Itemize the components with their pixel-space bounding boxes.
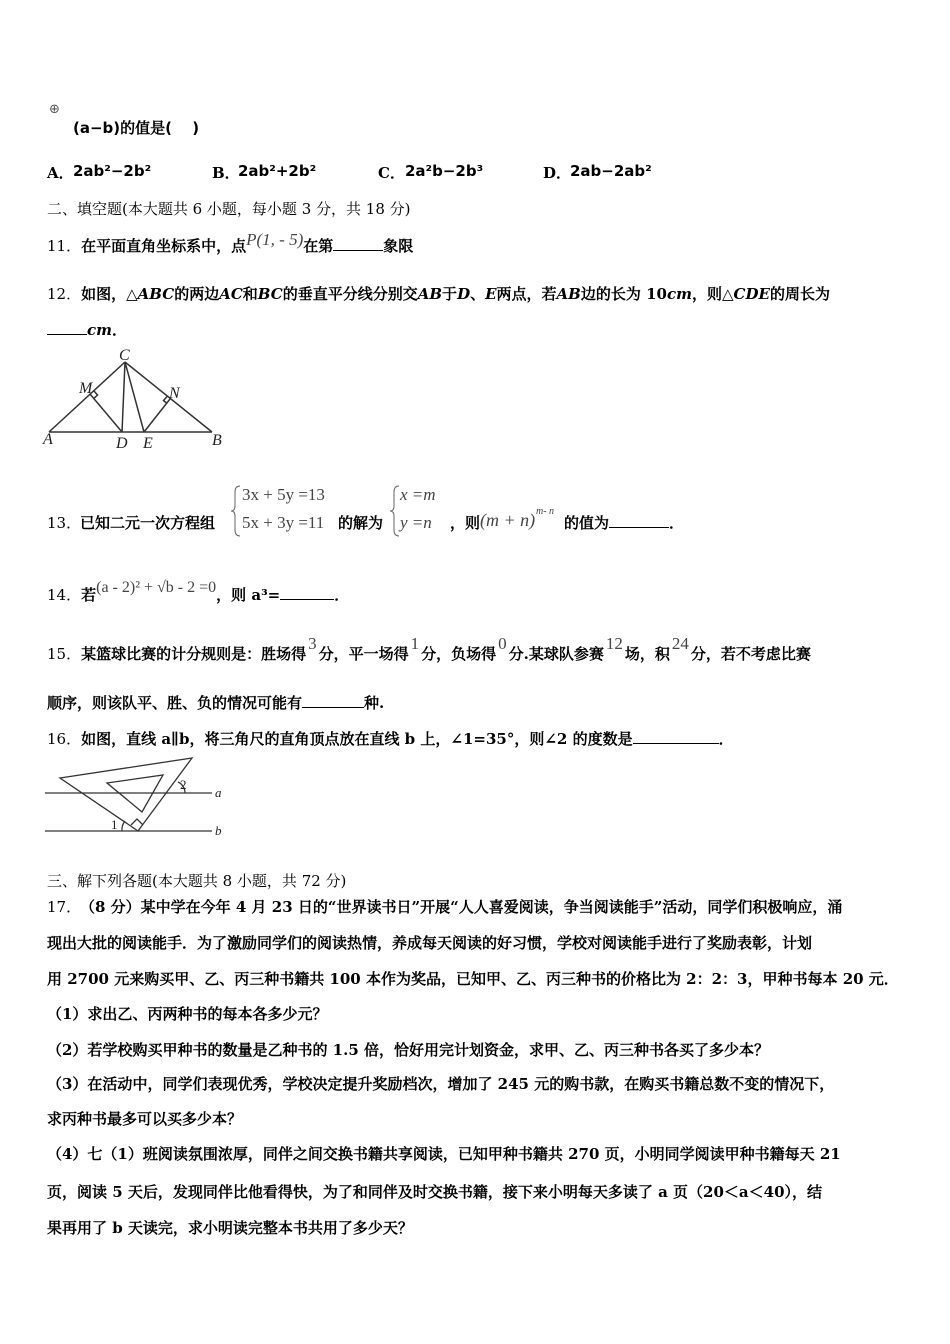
- q13-solution-x: x =m: [400, 485, 436, 504]
- q13-text-4: 的值为: [564, 514, 610, 532]
- q11-text-3: 象限: [383, 237, 414, 255]
- right-angle-mark-m: [94, 391, 98, 399]
- q15-text: 分，负场得: [421, 645, 497, 663]
- label-m: M: [79, 380, 93, 397]
- q12-line-1: [47, 283, 830, 304]
- q10-option-a: 2ab²−2b²: [73, 162, 152, 180]
- q12-bc: BC: [257, 285, 283, 303]
- q16-number: 16．: [47, 730, 82, 748]
- answer-blank[interactable]: [609, 513, 669, 528]
- q15-value-draw: 1: [410, 634, 420, 653]
- q13-equation-2: 5x + 3y =11: [242, 513, 325, 532]
- q15-text: 场，积: [624, 645, 670, 663]
- q15-text: 顺序，则该队平、胜、负的情况可能有: [47, 694, 303, 712]
- triangle-ruler-outer: [60, 758, 192, 831]
- q14-equation: (a - 2)² + √b - 2 =0: [96, 579, 217, 596]
- q12-triangle-figure: [40, 342, 230, 452]
- segment-md: [90, 394, 122, 432]
- q12-e: E: [485, 285, 497, 303]
- q11: [47, 230, 414, 256]
- q14-end: ．: [334, 586, 350, 604]
- q12-d: D: [457, 285, 471, 303]
- q16-parallel-lines-figure: [40, 755, 240, 840]
- q12-ac: AC: [219, 285, 243, 303]
- q15-text: 分，若不考虑比赛: [690, 645, 811, 663]
- q17-line: （8 分）某中学在今年 4 月 23 日的“世界读书日”开展“人人喜爱阅读，争当阅读能手”活动，同学们积极响应，涌: [80, 898, 843, 916]
- label-line-a: a: [215, 785, 222, 800]
- section-2-title: 二、填空题(本大题共 6 小题，每小题 3 分，共 18 分): [47, 200, 411, 218]
- q17-line: 现出大批的阅读能手．为了激励同学们的阅读热情，养成每天阅读的好习惯，学校对阅读能手进行了奖励表彰，计划: [47, 934, 813, 952]
- q12-text: 于: [442, 285, 458, 303]
- label-d: D: [116, 435, 128, 452]
- segment-cd: [122, 362, 125, 432]
- q12-text: 如图，△: [81, 285, 138, 303]
- label-b: B: [212, 432, 222, 449]
- q13-exponent: m- n: [536, 506, 555, 517]
- q15-line-1: [47, 634, 811, 664]
- q15-value-games: 12: [605, 634, 623, 653]
- q10-option-d: 2ab−2ab²: [570, 162, 652, 180]
- q12-ab: AB: [417, 285, 443, 303]
- label-angle-2: 2: [180, 777, 187, 792]
- q12-ab-2: AB: [556, 285, 581, 303]
- q14-text: 若: [81, 586, 97, 604]
- q15-line-2: [47, 692, 384, 713]
- q11-text-2: 在第: [303, 237, 334, 255]
- q17-line: 求丙种书最多可以买多少本？: [47, 1110, 243, 1128]
- q11-number: 11．: [47, 237, 82, 255]
- answer-blank[interactable]: [280, 585, 334, 600]
- q13-tail: [564, 512, 684, 533]
- right-angle-mark-n: [164, 397, 168, 404]
- label-angle-1: 1: [111, 817, 118, 832]
- q11-point: P(1, - 5): [246, 230, 304, 249]
- q17-part-3: （3）在活动中，同学们表现优秀，学校决定提升奖励档次，增加了 245 元的购书款，在购买书籍总数不变的情况下，: [47, 1075, 835, 1093]
- label-a: A: [43, 431, 53, 448]
- q10-option-c-label: C．: [378, 164, 405, 182]
- answer-blank[interactable]: [633, 729, 719, 744]
- q10-option-d-label: D．: [543, 164, 572, 182]
- q10-option-b-label: B．: [212, 164, 240, 182]
- q15-text: 某篮球比赛的计分规则是：胜场得: [81, 645, 307, 663]
- q17-part-1: （1）求出乙、丙两种书的每本各多少元？: [47, 1005, 328, 1023]
- right-angle-mark: [131, 819, 143, 825]
- label-n: N: [169, 385, 180, 402]
- q15-text: 分，平一场得: [318, 645, 409, 663]
- q15-number: 15．: [47, 645, 82, 663]
- segment-ce: [125, 362, 144, 432]
- answer-blank[interactable]: [47, 320, 87, 335]
- q16-text: 如图，直线 a∥b，将三角尺的直角顶点放在直线 b 上，∠1=35°，则∠2 的度数是: [81, 730, 633, 748]
- q12-abc: ABC: [137, 285, 175, 303]
- left-brace-icon: [230, 484, 242, 538]
- q15-value-points: 24: [671, 634, 689, 653]
- q12-text: 的两边: [174, 285, 220, 303]
- q12-text: ，则△: [692, 285, 734, 303]
- q12-end: ．: [112, 321, 128, 339]
- q15-text-2: 种.: [364, 694, 385, 712]
- q17-line: 页，阅读 5 天后，发现同伴比他看得快，为了和同伴及时交换书籍，接下来小明每天多读了 a 页（20＜a＜40），结: [47, 1183, 823, 1201]
- q14: [47, 579, 350, 605]
- q10-stem: (a−b)的值是( ): [73, 119, 200, 137]
- q12-text: 的垂直平分线分别交: [282, 285, 418, 303]
- q17-part-2: （2）若学校购买甲种书的数量是乙种书的 1.5 倍，恰好用完计划资金，求甲、乙、丙三种书各买了多少本？: [47, 1041, 769, 1059]
- answer-blank[interactable]: [302, 693, 364, 708]
- q13-text: 已知二元一次方程组: [80, 514, 216, 532]
- q10-option-a-label: A．: [47, 164, 74, 182]
- q13-solution-y: y =n: [400, 513, 432, 532]
- q13-equation-1: 3x + 5y =13: [242, 485, 325, 504]
- q12-cde: CDE: [733, 285, 770, 303]
- q12-number: 12．: [47, 285, 82, 303]
- label-e: E: [143, 435, 153, 452]
- q14-number: 14．: [47, 586, 82, 604]
- q17-line: 果再用了 b 天读完，求小明读完整本书共用了多少天？: [47, 1219, 413, 1237]
- q15-text: 分.某球队参赛: [508, 645, 604, 663]
- section-3-title: 三、解下列各题(本大题共 8 小题，共 72 分): [47, 872, 347, 890]
- q13-number: 13．: [47, 514, 82, 532]
- q12-text: 的周长为: [769, 285, 830, 303]
- q16-end: ．: [718, 730, 734, 748]
- q13-expression: (m + n): [480, 510, 536, 530]
- q12-text: 、: [470, 285, 486, 303]
- q14-text-2: ，则 a³=: [216, 586, 281, 604]
- label-line-b: b: [215, 823, 222, 838]
- q13-end: ．: [669, 514, 685, 532]
- q10-option-c: 2a²b−2b³: [405, 162, 484, 180]
- q10-option-b: 2ab²+2b²: [238, 162, 317, 180]
- segment-ne: [144, 399, 170, 432]
- q16: [47, 728, 734, 749]
- q13-text-2: 的解为: [338, 514, 384, 532]
- angle-1-arc: [122, 821, 125, 831]
- q17-line: 用 2700 元来购买甲、乙、丙三种书籍共 100 本作为奖品，已知甲、乙、丙三种书的价格比为 2：2：3，甲种书每本 20 元．: [47, 970, 899, 988]
- q13-text-3: ，则: [450, 514, 481, 532]
- q17-part-4: （4）七（1）班阅读氛围浓厚，同伴之间交换书籍共享阅读，已知甲种书籍共 270 页，小明同学阅读甲种书籍每天 21: [47, 1145, 841, 1163]
- q12-text: 两点，若: [496, 285, 557, 303]
- answer-blank[interactable]: [333, 236, 383, 251]
- q11-text: 在平面直角坐标系中，点: [81, 237, 247, 255]
- circle-plus-icon: ⊕: [49, 102, 60, 117]
- label-c: C: [119, 347, 130, 364]
- q12-unit: cm: [87, 321, 113, 339]
- q15-value-win: 3: [308, 634, 317, 653]
- q12-line-2: [47, 319, 127, 340]
- q12-cm: cm: [666, 285, 692, 303]
- q15-value-loss: 0: [498, 634, 507, 653]
- q12-text: 和: [242, 285, 258, 303]
- q17-number: 17．: [47, 898, 82, 916]
- q12-text: 边的长为 10: [580, 285, 667, 303]
